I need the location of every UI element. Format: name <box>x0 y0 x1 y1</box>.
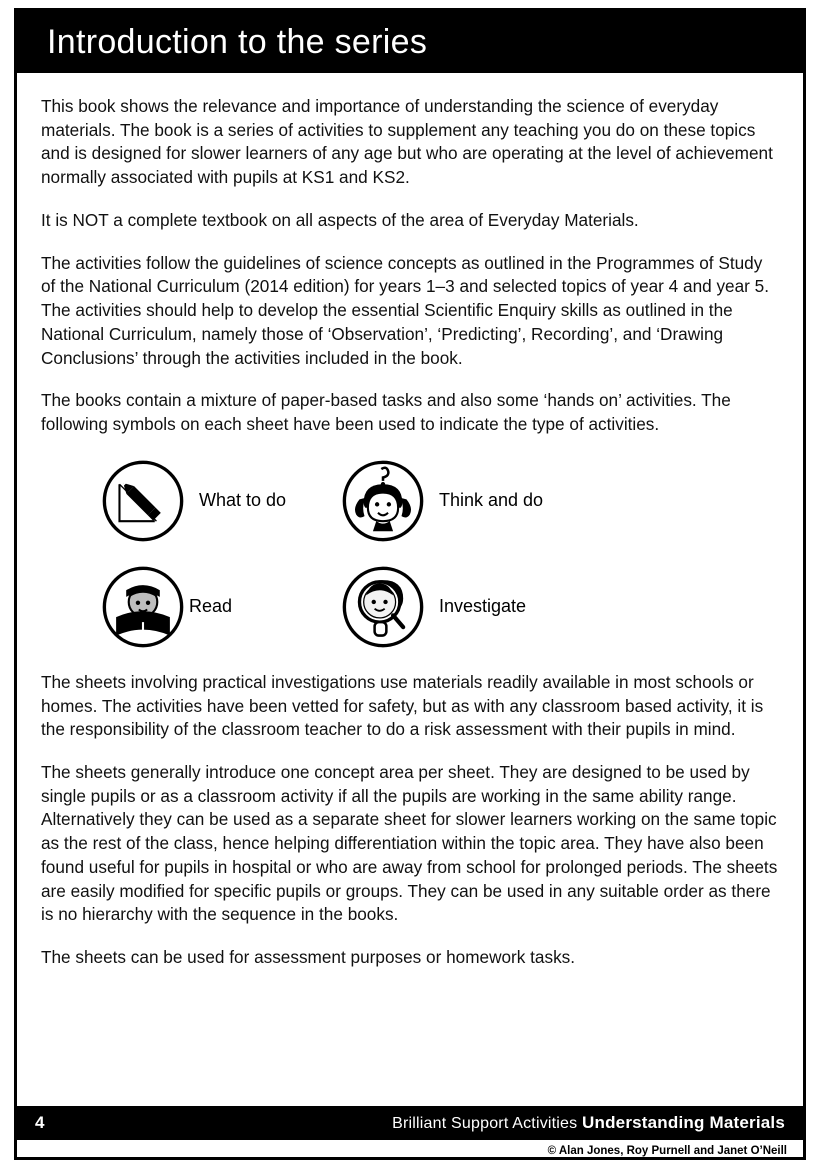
symbol-read <box>41 565 341 649</box>
intro-paragraph-4: The books contain a mixture of paper-based tasks and also some ‘hands on’ activities. The following symbols on each sheet have been used to indicate the type of activities. <box>41 390 731 435</box>
page-number: 4 <box>35 1113 45 1132</box>
body-paragraph-6: The sheets generally introduce one concept area per sheet. They are designed to be used by single pupils or as a classroom activity if all the pupils are working in the same ability range. Alternatively they can be used as a separate sheet for slower learners working on the same topic as the rest of the class, hence helping differentiation within the topic area. They have also been found useful for pupils in hospital or who are away from school for prolonged periods. The sheets are easily modified for specific pupils or groups. They can be used in any suitable order as there is no hierarchy with the sequence in the books. <box>41 762 778 925</box>
reading-book-icon <box>101 565 185 649</box>
symbol-think-and-do <box>341 459 543 543</box>
symbol-label-read: Read <box>189 596 233 617</box>
footer-series-prefix: Brilliant Support Activities <box>392 1115 583 1132</box>
document-page <box>14 8 806 1160</box>
symbol-what-to-do <box>41 459 341 543</box>
footer-bar <box>17 1106 803 1140</box>
symbol-label-think-and-do: Think and do <box>439 490 544 511</box>
symbol-row-2 <box>41 565 779 649</box>
page-header <box>17 11 803 73</box>
magnifying-glass-face-icon <box>341 565 425 649</box>
body-paragraph-7: The sheets can be used for assessment purposes or homework tasks. <box>41 947 576 968</box>
page-content <box>17 73 803 1106</box>
symbol-key <box>41 459 779 649</box>
symbol-row-1 <box>41 459 779 543</box>
pencil-icon <box>101 459 185 543</box>
intro-paragraph-3: The activities follow the guidelines of science concepts as outlined in the Programmes of Study of the National Curriculum (2014 edition) for years 1–3 and selected topics of year 4 and year 5. The activities should help to develop the essential Scientific Enquiry skills as outlined in the National Curriculum, namely those of ‘Observation’, ‘Predicting’, Recording’, and ‘Drawing Conclusions’ through the activities included in the book. <box>41 252 770 368</box>
copyright-line: © Alan Jones, Roy Purnell and Janet O’Neill <box>547 1145 787 1157</box>
symbol-investigate <box>341 565 526 649</box>
symbol-label-what-to-do: What to do <box>199 490 287 511</box>
footer-series <box>392 1113 785 1133</box>
body-paragraph-5: The sheets involving practical investigations use materials readily available in most schools or homes. The activities have been vetted for safety, but as with any classroom based activity, it is the responsibility of the classroom teacher to do a risk assessment with their pupils in mind. <box>41 671 764 740</box>
intro-paragraph-1: This book shows the relevance and importance of understanding the science of everyday materials. The book is a series of activities to supplement any teaching you do on these topics and is designed for slower learners of any age but who are operating at the level of achievement normally associated with pupils at KS1 and KS2. <box>41 96 773 188</box>
page-title: Introduction to the series <box>47 23 428 61</box>
footer-series-title: Understanding Materials <box>582 1113 785 1132</box>
symbol-label-investigate: Investigate <box>439 596 527 617</box>
thinking-face-icon <box>341 459 425 543</box>
intro-paragraph-2: It is NOT a complete textbook on all aspects of the area of Everyday Materials. <box>41 209 639 230</box>
page-footer <box>17 1106 803 1157</box>
